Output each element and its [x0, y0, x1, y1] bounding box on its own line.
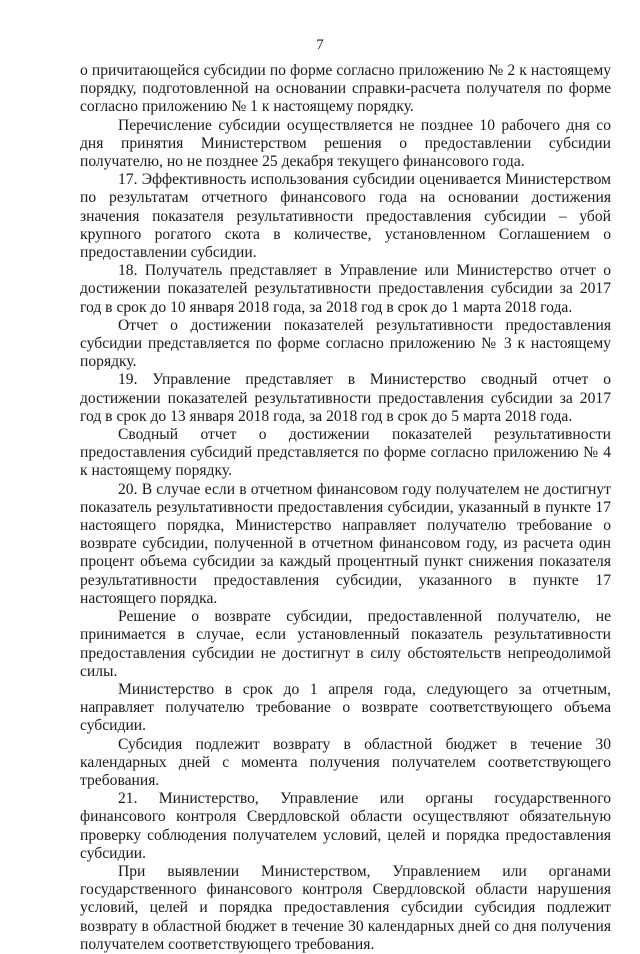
- paragraph-30-days-return: Субсидия подлежит возврату в областной бюджет в течение 30 календарных дней с момента получения получателем соответствующего требования.: [80, 735, 611, 789]
- document-body: [80, 62, 611, 954]
- paragraph-report-form: Отчет о достижении показателей результативности предоставления субсидии представляется по форме согласно приложению № 3 к настоящему порядку.: [80, 316, 611, 371]
- paragraph-18-report: 18. Получатель представляет в Управление или Министерство отчет о достижении показателей результативности предоставления субсидии за 2017 год в срок до 10 января 2018 года, за 2018 год в срок до 1 марта 2018 года.: [80, 262, 611, 316]
- paragraph-continuation: о причитающейся субсидии по форме согласно приложению № 2 к настоящему порядку, подготовленной на основании справки-расчета получателя по форме согласно приложению № 1 к настоящему порядку.: [80, 62, 611, 116]
- paragraph-april-deadline: Министерство в срок до 1 апреля года, следующего за отчетным, направляет получателю требование о возврате соответствующего объема субсидии.: [80, 680, 611, 735]
- paragraph-transfer-deadline: Перечисление субсидии осуществляется не позднее 10 рабочего дня со дня принятия Министерством решения о предоставлении субсидии получателю, но не позднее 25 декабря текущего финансового года.: [80, 116, 611, 171]
- paragraph-21-inspection: 21. Министерство, Управление или органы государственного финансового контроля Свердловской области осуществляют обязательную проверку соблюдения получателем условий, целей и порядка предоставления субсидии.: [80, 790, 611, 862]
- paragraph-17-efficiency: 17. Эффективность использования субсидии оценивается Министерством по результатам отчетного финансового года на основании достижения значения показателя результативности предоставления субсидии – убой крупного рогатого скота в количестве, установленном Соглашением о предоставлении субсидии.: [80, 171, 611, 262]
- paragraph-19-summary-report: 19. Управление представляет в Министерство сводный отчет о достижении показателей результативности предоставления субсидии за 2017 год в срок до 13 января 2018 года, за 2018 год в срок до 5 марта 2018 года.: [80, 371, 611, 425]
- paragraph-violation-return: При выявлении Министерством, Управлением или органами государственного финансового контроля Свердловской области нарушения условий, целей и порядка предоставления субсидии субсидия подлежит возврату в областной бюджет в течение 30 календарных дней со дня получения получателем соответствующего требования.: [80, 862, 611, 953]
- paragraph-20-return-requirement: 20. В случае если в отчетном финансовом году получателем не достигнут показатель результативности предоставления субсидии, указанный в пункте 17 настоящего порядка, Министерство направляет получателю требование о возврате субсидии, полученной в отчетном финансовом году, из расчета один процент объема субсидии за каждый процентный пункт снижения показателя результативности предоставления субсидии, указанного в пункте 17 настоящего порядка.: [80, 480, 611, 607]
- page-number: 7: [316, 37, 324, 53]
- paragraph-summary-report-form: Сводный отчет о достижении показателей результативности предоставления субсидий представляется по форме согласно приложению № 4 к настоящему порядку.: [80, 426, 611, 480]
- paragraph-force-majeure: Решение о возврате субсидии, предоставленной получателю, не принимается в случае, если установленный показатель результативности предоставления субсидии не достигнут в силу обстоятельств непреодолимой силы.: [80, 608, 611, 680]
